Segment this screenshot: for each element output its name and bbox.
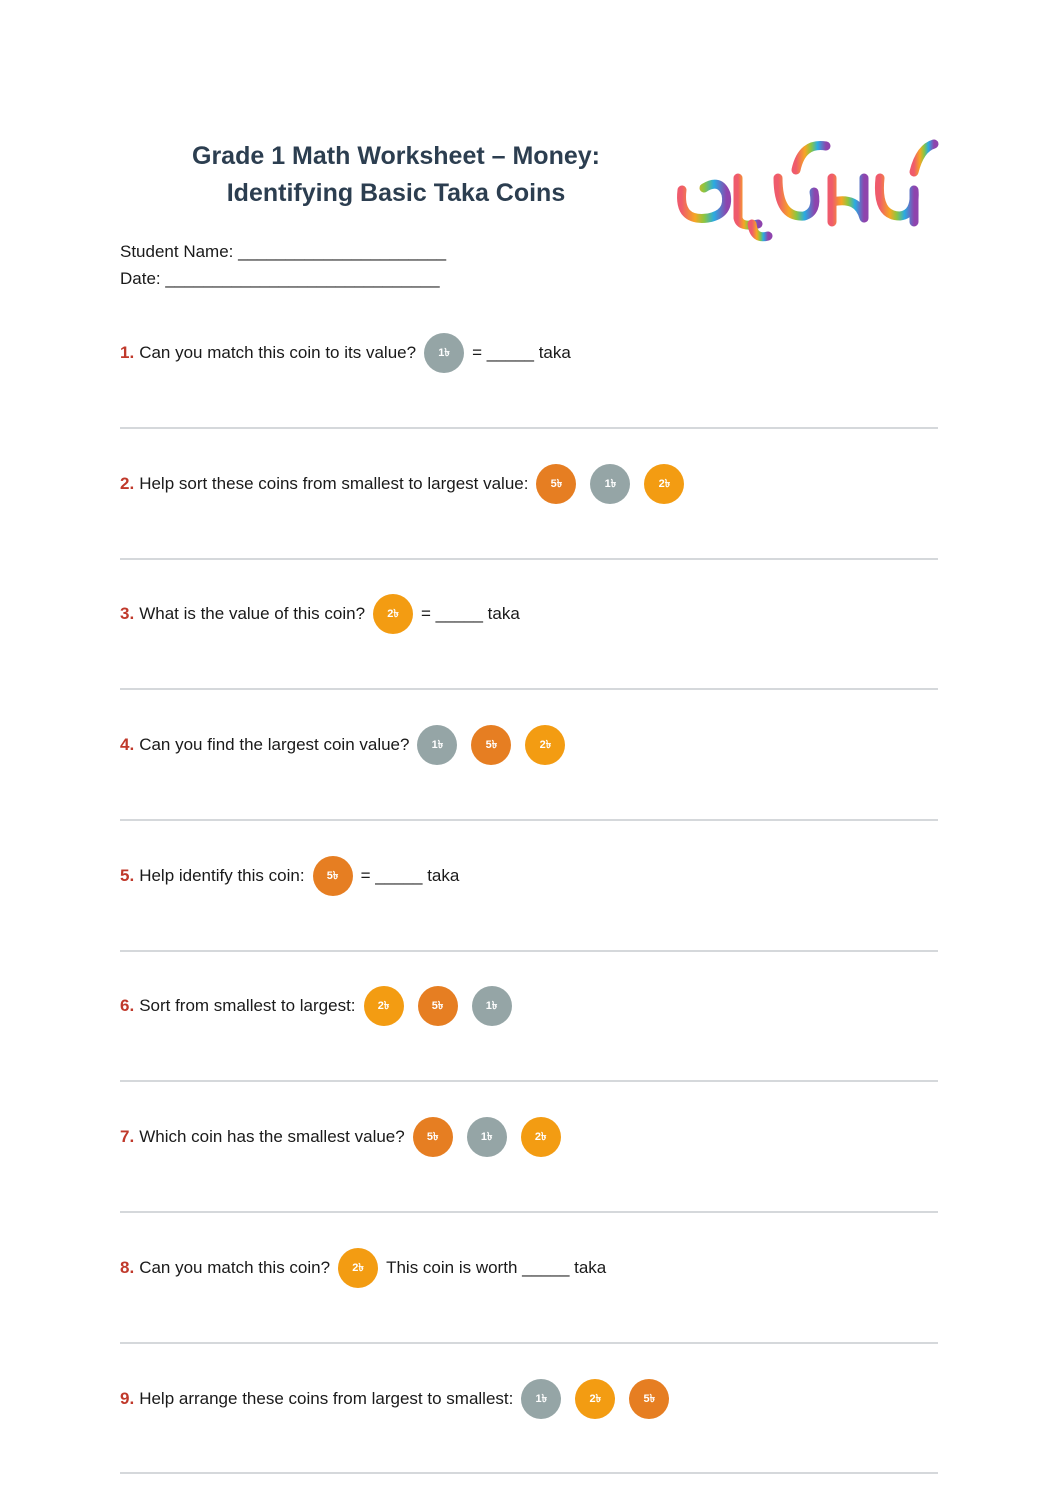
answer-blank[interactable]: = _____ taka xyxy=(472,343,571,362)
coin-1-taka-icon: 1৳ xyxy=(417,725,457,765)
question-number: 9. xyxy=(120,1389,135,1408)
coin-2-taka-icon: 2৳ xyxy=(338,1248,378,1288)
answer-area-divider xyxy=(120,688,938,690)
question-1 xyxy=(120,331,571,375)
question-6 xyxy=(120,984,516,1028)
answer-area-divider xyxy=(120,1342,938,1344)
answer-area-divider xyxy=(120,558,938,560)
question-number: 1. xyxy=(120,343,135,362)
question-text: Sort from smallest to largest: xyxy=(139,996,356,1015)
question-text: Can you find the largest coin value? xyxy=(139,735,410,754)
coin-1-taka-icon: 1৳ xyxy=(472,986,512,1026)
coin-2-taka-icon: 2৳ xyxy=(644,464,684,504)
date-field[interactable]: Date: _____________________________ xyxy=(120,269,440,288)
coin-2-taka-icon: 2৳ xyxy=(373,594,413,634)
question-4 xyxy=(120,723,569,767)
question-5 xyxy=(120,854,459,898)
student-name-field[interactable]: Student Name: ______________________ xyxy=(120,242,447,261)
question-9 xyxy=(120,1377,673,1421)
coin-5-taka-icon: 5৳ xyxy=(313,856,353,896)
coin-5-taka-icon: 5৳ xyxy=(413,1117,453,1157)
coin-5-taka-icon: 5৳ xyxy=(471,725,511,765)
question-number: 8. xyxy=(120,1258,135,1277)
question-7 xyxy=(120,1115,565,1159)
page-title xyxy=(120,138,672,212)
coin-5-taka-icon: 5৳ xyxy=(536,464,576,504)
answer-blank[interactable]: = _____ taka xyxy=(421,604,520,623)
answer-area-divider xyxy=(120,819,938,821)
coin-2-taka-icon: 2৳ xyxy=(525,725,565,765)
question-number: 5. xyxy=(120,866,135,885)
coin-5-taka-icon: 5৳ xyxy=(418,986,458,1026)
coin-1-taka-icon: 1৳ xyxy=(424,333,464,373)
answer-area-divider xyxy=(120,1211,938,1213)
question-8 xyxy=(120,1246,606,1290)
coin-2-taka-icon: 2৳ xyxy=(521,1117,561,1157)
coin-2-taka-icon: 2৳ xyxy=(575,1379,615,1419)
question-number: 6. xyxy=(120,996,135,1015)
answer-area-divider xyxy=(120,1080,938,1082)
question-3 xyxy=(120,592,520,636)
coin-1-taka-icon: 1৳ xyxy=(590,464,630,504)
question-text: Which coin has the smallest value? xyxy=(139,1127,405,1146)
question-number: 7. xyxy=(120,1127,135,1146)
coin-5-taka-icon: 5৳ xyxy=(629,1379,669,1419)
coin-1-taka-icon: 1৳ xyxy=(467,1117,507,1157)
question-text: Help identify this coin: xyxy=(139,866,305,885)
title-line-1: Grade 1 Math Worksheet – Money: xyxy=(192,142,600,170)
coin-2-taka-icon: 2৳ xyxy=(364,986,404,1026)
answer-blank[interactable]: This coin is worth _____ taka xyxy=(386,1258,607,1277)
question-2 xyxy=(120,462,688,506)
question-text: Can you match this coin to its value? xyxy=(139,343,417,362)
brand-logo xyxy=(668,132,948,252)
answer-area-divider xyxy=(120,1472,938,1474)
coin-1-taka-icon: 1৳ xyxy=(521,1379,561,1419)
question-text: Help sort these coins from smallest to largest value: xyxy=(139,474,529,493)
answer-blank[interactable]: = _____ taka xyxy=(360,866,460,885)
question-number: 2. xyxy=(120,474,135,493)
logo-text: অনুশীলনী xyxy=(668,132,672,133)
question-text: What is the value of this coin? xyxy=(139,604,366,623)
answer-area-divider xyxy=(120,427,938,429)
title-line-2: Identifying Basic Taka Coins xyxy=(226,179,566,207)
question-text: Help arrange these coins from largest to smallest: xyxy=(139,1389,514,1408)
question-number: 4. xyxy=(120,735,135,754)
answer-area-divider xyxy=(120,950,938,952)
question-text: Can you match this coin? xyxy=(139,1258,331,1277)
question-number: 3. xyxy=(120,604,135,623)
